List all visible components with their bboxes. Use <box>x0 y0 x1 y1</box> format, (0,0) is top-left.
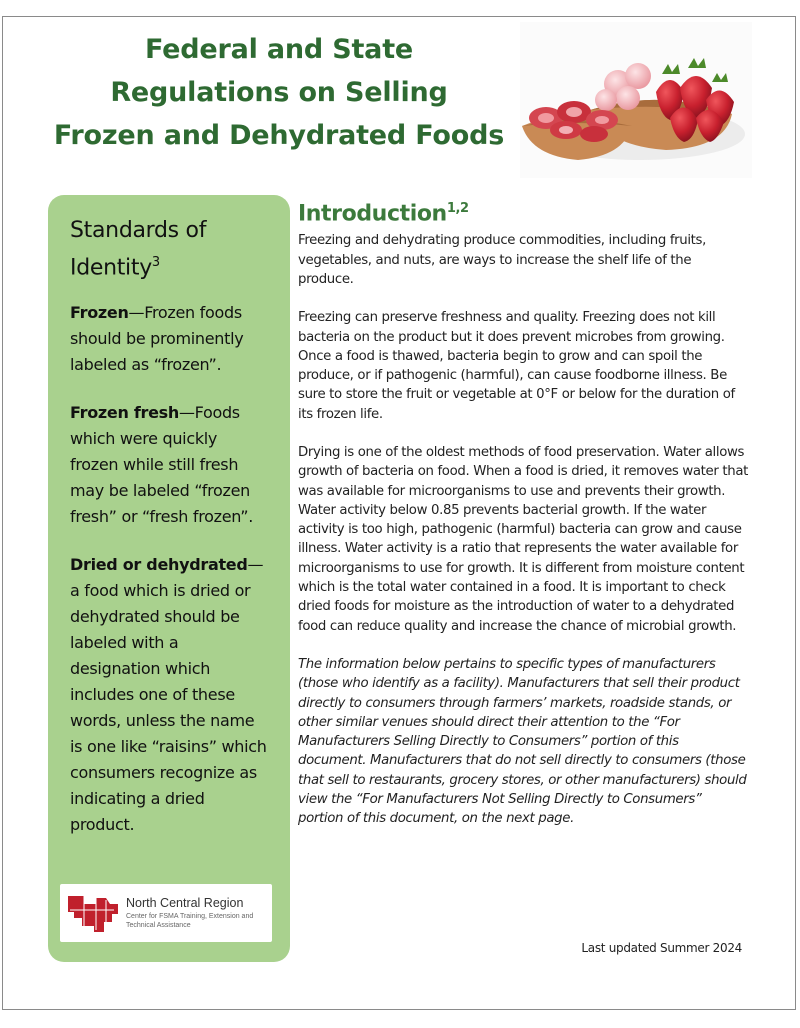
region-map-icon <box>66 890 122 936</box>
north-central-region-logo <box>60 884 272 942</box>
main-content <box>298 192 750 848</box>
introduction-heading <box>298 192 750 231</box>
term-label: Dried or dehydrated <box>70 555 248 575</box>
standard-dried-or-dehydrated <box>70 552 268 838</box>
standard-frozen <box>70 300 268 378</box>
paragraph-freezing: Freezing can preserve freshness and quality. Freezing does not kill bacteria on the product but it does prevent microbes from growing. Once a food is thawed, bacteria begin to grow and can spoil the produce, or if pathogenic (harmful), can cause foodborne illness. Be sure to store the fruit or vegetable at 0°F or below for the duration of its frozen life. <box>298 310 735 422</box>
logo-name: North Central Region <box>126 896 244 910</box>
sidebar-heading <box>70 215 268 284</box>
sidebar-heading-text: Standards of Identity <box>70 218 207 281</box>
title-line-1: Federal and State <box>144 34 414 65</box>
term-definition: —Frozen foods should be prominently labeled as “frozen”. <box>70 303 244 375</box>
term-label: Frozen fresh <box>70 403 179 423</box>
sidebar-heading-footnote: 3 <box>151 255 160 270</box>
title-line-2: Regulations on Selling <box>110 77 448 108</box>
standards-of-identity-sidebar <box>48 195 290 962</box>
term-definition: —a food which is dried or dehydrated should be labeled with a designation which includes one of these words, unless the name is one like “raisins” which consumers recognize as indicating a dried product. <box>70 555 267 835</box>
paragraph-drying: Drying is one of the oldest methods of food preservation. Water allows growth of bacteria on food. When a food is dried, it removes water that was available for microorganisms to use and prevents their growth. Water activity below 0.85 prevents bacterial growth. If the water activity is too high, pathogenic (harmful) bacteria can grow and cause illness. Water activity is a ratio that represents the water available for microorganisms to use for growth. It is different from moisture content which is the total water contained in a food. It is important to check dried foods for moisture as the introduction of water to a dehydrated food can reduce quality and increase the chance of microbial growth. <box>298 445 748 634</box>
paragraph-shelf-life: Freezing and dehydrating produce commodities, including fruits, vegetables, and nuts, are ways to increase the shelf life of the produce. <box>298 233 707 287</box>
document-title <box>40 28 518 157</box>
introduction-heading-text: Introduction <box>298 201 447 227</box>
term-definition: —Foods which were quickly frozen while still fresh may be labeled “frozen fresh” or “fresh frozen”. <box>70 403 254 527</box>
term-label: Frozen <box>70 303 129 323</box>
last-updated: Last updated Summer 2024 <box>581 941 742 955</box>
standard-frozen-fresh <box>70 400 268 530</box>
title-line-3: Frozen and Dehydrated Foods <box>53 120 505 151</box>
frozen-fruit-bowls-image <box>520 22 752 178</box>
logo-subtitle: Center for FSMA Training, Extension and Technical Assistance <box>126 913 254 929</box>
paragraph-manufacturers-note: The information below pertains to specific types of manufacturers (those who identify as a facility). Manufacturers that sell their product directly to consumers through farmers’ markets, roadside stands, or other similar venues should direct their attention to the “For Manufacturers Selling Directly to Consumers” portion of this document. Manufacturers that do not sell directly to consumers (those that sell to restaurants, grocery stores, or other manufacturers) should view the “For Manufacturers Not Selling Directly to Consumers” portion of this document, on the next page. <box>298 656 747 827</box>
introduction-footnote: 1,2 <box>446 201 469 216</box>
